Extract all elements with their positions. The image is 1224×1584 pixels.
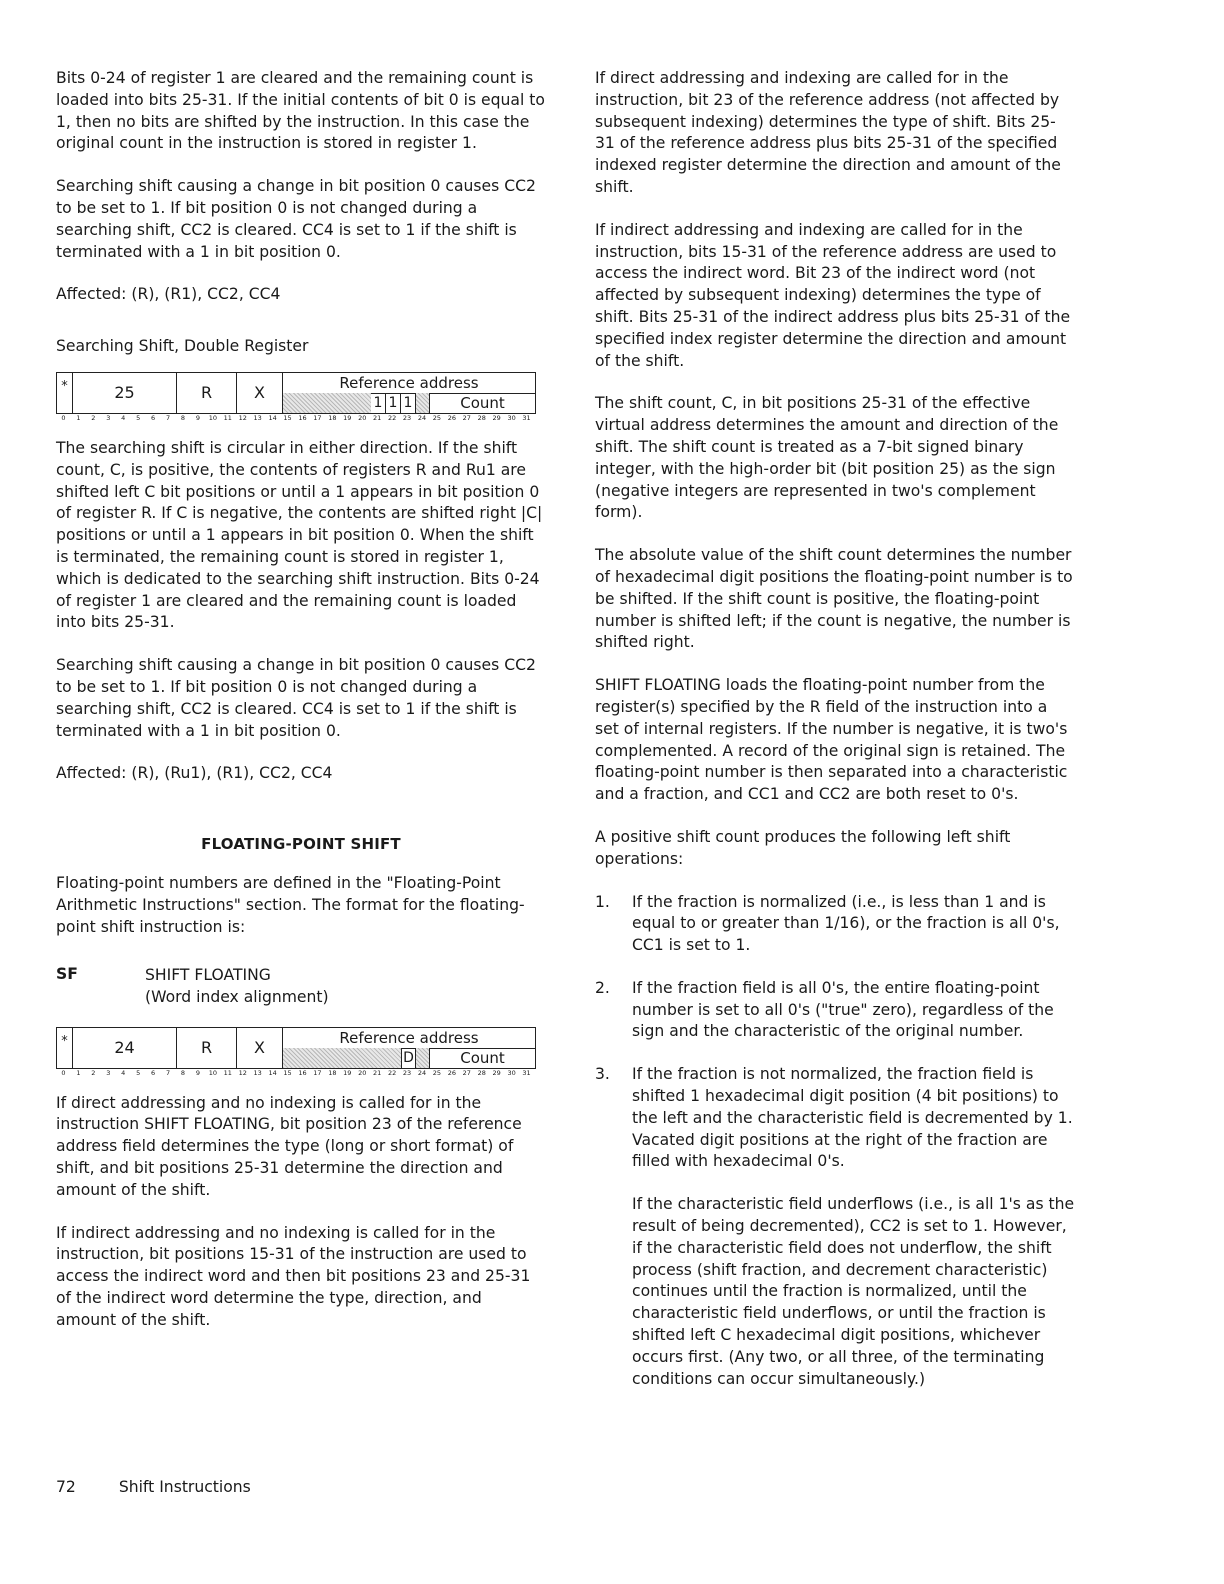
step-number: 1. [595,892,610,911]
instruction-format-diagram [56,372,536,422]
subheading: Searching Shift, Double Register [56,337,309,356]
bit-position-label: 10 [208,1068,217,1077]
bit-position-label: 4 [121,413,126,422]
bit-position-label: 18 [328,1068,337,1077]
bit-position-label: 27 [462,1068,471,1077]
bit-position-label: 16 [298,1068,307,1077]
bit-position-label: 13 [253,413,262,422]
unused-bits-shading [283,1048,401,1068]
paragraph: If indirect addressing and no indexing is called for in the instruction, bit positions 15-31 of the instruction are used to access the indirect word and then bit positions 23 and 25-31 of the indirect word determine the type, direction, and amount of the shift. [56,1223,531,1329]
list-item [595,892,1075,957]
step-text: If the fraction is not normalized, the fraction field is shifted 1 hexadecimal digit position (4 bit positions) to the left and the characteristic field is decremented by 1. Vacated digit positions at the right of the fraction are filled with hexadecimal 0's. [632,1065,1073,1171]
bit-position-label: 23 [402,413,412,422]
bit-position-label: 20 [358,413,367,422]
bit-position-label: 31 [522,413,531,422]
bit-position-label: 3 [106,1068,111,1077]
bit-position-label: 30 [507,1068,516,1077]
instruction-name: SHIFT FLOATING [145,965,271,984]
bit-position-label: 11 [223,413,232,422]
bit-position-label: 8 [180,1068,186,1077]
right-column [595,68,1075,1411]
bit-position-label: 20 [358,1068,367,1077]
bit-position-label: 17 [313,413,322,422]
opcode-field: 24 [73,1028,177,1068]
bit-position-label: 28 [477,413,486,422]
shift-steps-list [595,892,1075,1174]
bit-position-label: 25 [432,1068,442,1077]
bit-position-label: 24 [417,413,427,422]
paragraph: Bits 0-24 of register 1 are cleared and the remaining count is loaded into bits 25-31. If the initial contents of bit 0 is equal to 1, then no bits are shifted by the instruction. In this case the original count in the instruction is stored in register 1. [56,69,545,153]
bit-position-label: 8 [180,413,186,422]
instruction-alignment: (Word index alignment) [145,987,329,1006]
bit-position-label: 23 [402,1068,412,1077]
bit-position-label: 11 [223,1068,232,1077]
affected-line: Affected: (R), (R1), CC2, CC4 [56,285,281,304]
bit-position-label: 5 [136,413,141,422]
bit-position-label: 26 [447,413,456,422]
bit-position-label: 16 [298,413,307,422]
x-field: X [237,1028,283,1068]
list-item [595,1064,1075,1173]
bit-position-label: 6 [151,1068,156,1077]
bit-position-label: 6 [151,413,156,422]
paragraph: If direct addressing and indexing are called for in the instruction, bit 23 of the reference address (not affected by subsequent indexing) determines the type of shift. Bits 25-31 of the reference address plus bits 25-31 of the specified indexed register determine the direction and amount of the shift. [595,69,1061,196]
format-box [56,1027,536,1069]
step-text: If the fraction field is all 0's, the entire floating-point number is set to all 0's ("true" zero), regardless of the sign and the characteristic of the original number. [632,978,1054,1041]
bit-position-label: 29 [492,413,501,422]
left-column [56,68,546,1352]
step-continuation [632,1194,1075,1390]
affected-line: Affected: (R), (Ru1), (R1), CC2, CC4 [56,764,333,783]
bit-position-label: 30 [507,413,516,422]
bit-position-label: 19 [343,1068,352,1077]
bit-position-label: 15 [283,1068,292,1077]
paragraph: The absolute value of the shift count determines the number of hexadecimal digit positions the floating-point number is to be shifted. If the shift count is positive, the floating-point number is shifted left; if the count is negative, the number is shifted right. [595,546,1073,652]
page-number: 72 [56,1478,76,1496]
r-field: R [177,1028,237,1068]
bit-position-label: 12 [238,1068,247,1077]
bit-21: 1 [371,393,386,413]
instruction-format-diagram [56,1027,536,1077]
indirect-flag-field: * [57,373,73,413]
bit-position-label: 4 [121,1068,126,1077]
paragraph: If direct addressing and no indexing is called for in the instruction SHIFT FLOATING, bit position 23 of the reference address field determines the type (long or short format) of shift, and bit positions 25-31 determine the direction and amount of the shift. [56,1093,522,1199]
page-footer [56,1478,251,1496]
bit-position-label: 7 [165,413,171,422]
paragraph: If the characteristic field underflows (i.e., is all 1's as the result of being decremented), CC2 is set to 1. However, if the characteristic field does not underflow, the shift process (shift fraction, and decrement characteristic) continues until the fraction is normalized, until the characteristic field underflows, or until the fraction is shifted left C hexadecimal digit positions, whichever occurs first. (Any two, or all three, of the terminating conditions can occur simultaneously.) [632,1195,1075,1388]
bit-24-shading [416,393,430,413]
mnemonic: SF [56,964,78,983]
bit-position-label: 7 [165,1068,171,1077]
paragraph: Searching shift causing a change in bit position 0 causes CC2 to be set to 1. If bit position 0 is not changed during a searching shift, CC2 is cleared. CC4 is set to 1 if the shift is terminated with a 1 in bit position 0. [56,656,536,740]
reference-address-label: Reference address [283,373,535,394]
bit-position-label: 18 [328,413,337,422]
bit-position-label: 31 [522,1068,531,1077]
footer-section-title: Shift Instructions [118,1478,251,1496]
bit-position-label: 13 [253,1068,262,1077]
bit-position-label: 9 [195,413,200,422]
bit-position-label: 2 [91,1068,96,1077]
bit-22: 1 [386,393,401,413]
count-field: Count [460,1048,505,1067]
bit-position-label: 1 [76,1068,81,1077]
bit-position-label: 21 [373,413,382,422]
paragraph: The searching shift is circular in either direction. If the shift count, C, is positive, the contents of registers R and Ru1 are shifted left C bit positions or until a 1 appears in bit position 0 of register R. If C is negative, the contents are shifted right |C| positions or until a 1 appears in bit position 0. When the shift is terminated, the remaining count is stored in register 1, which is dedicated to the searching shift instruction. Bits 0-24 of register 1 are cleared and the remaining count is loaded into bits 25-31. [56,438,543,632]
bit-position-label: 28 [477,1068,486,1077]
format-box [56,372,536,414]
bit-position-label: 5 [136,1068,141,1077]
bit-position-label: 21 [373,1068,382,1077]
d-bit-field: D [401,1048,416,1068]
paragraph: A positive shift count produces the following left shift operations: [595,827,1011,868]
list-item [595,978,1075,1043]
bit-position-label: 0 [61,413,66,422]
bit-position-label: 1 [76,413,81,422]
bit-position-label: 17 [313,1068,322,1077]
bit-24-shading [416,1048,430,1068]
bit-position-label: 0 [61,1068,66,1077]
step-text: If the fraction is normalized (i.e., is less than 1 and is equal to or greater than 1/16), or the fraction is all 0's, CC1 is set to 1. [632,892,1060,955]
instruction-heading [56,965,546,1013]
count-field: Count [460,393,505,412]
bit-position-label: 22 [387,413,397,422]
reference-address-label: Reference address [283,1028,535,1049]
step-number: 3. [595,1065,610,1084]
bit-position-label: 10 [208,413,217,422]
paragraph: If indirect addressing and indexing are called for in the instruction, bits 15-31 of the reference address are used to access the indirect word. Bit 23 of the indirect word (not affected by subsequent indexing) determines the type of shift. Bits 25-31 of the indirect address plus bits 25-31 of the specified index register determine the direction and amount of the shift. [595,220,1071,370]
bit-23: 1 [401,393,416,413]
indirect-flag-field: * [57,1028,73,1068]
paragraph: SHIFT FLOATING loads the floating-point number from the register(s) specified by the R field of the instruction into a set of internal registers. If the number is negative, it is two's complemented. A record of the original sign is retained. The floating-point number is then separated into a characteristic and a fraction, and CC1 and CC2 are both reset to 0's. [595,676,1068,804]
bit-position-label: 3 [106,413,111,422]
paragraph: Floating-point numbers are defined in the "Floating-Point Arithmetic Instructions" section. The format for the floating-point shift instruction is: [56,874,525,936]
bit-position-label: 14 [268,413,277,422]
bit-position-label: 24 [417,1068,427,1077]
unused-bits-shading [283,393,371,413]
bit-position-scale [56,1069,536,1079]
bit-position-label: 26 [447,1068,456,1077]
bit-position-label: 9 [195,1068,200,1077]
bit-position-label: 22 [387,1068,397,1077]
paragraph: Searching shift causing a change in bit position 0 causes CC2 to be set to 1. If bit position 0 is not changed during a searching shift, CC2 is cleared. CC4 is set to 1 if the shift is terminated with a 1 in bit position 0. [56,177,536,261]
section-title: FLOATING-POINT SHIFT [201,835,401,854]
x-field: X [237,373,283,413]
bit-position-label: 19 [343,413,352,422]
opcode-field: 25 [73,373,177,413]
bit-position-label: 27 [462,413,471,422]
bit-position-label: 14 [268,1068,277,1077]
bit-position-label: 25 [432,413,442,422]
bit-position-label: 29 [492,1068,501,1077]
bit-position-label: 12 [238,413,247,422]
bit-position-label: 2 [91,413,96,422]
paragraph: The shift count, C, in bit positions 25-31 of the effective virtual address determines the amount and direction of the shift. The shift count is treated as a 7-bit signed binary integer, with the high-order bit (bit position 25) as the sign (negative integers are represented in two's complement form). [595,394,1059,522]
bit-position-label: 15 [283,413,292,422]
step-number: 2. [595,978,610,997]
r-field: R [177,373,237,413]
bit-position-scale [56,414,536,424]
